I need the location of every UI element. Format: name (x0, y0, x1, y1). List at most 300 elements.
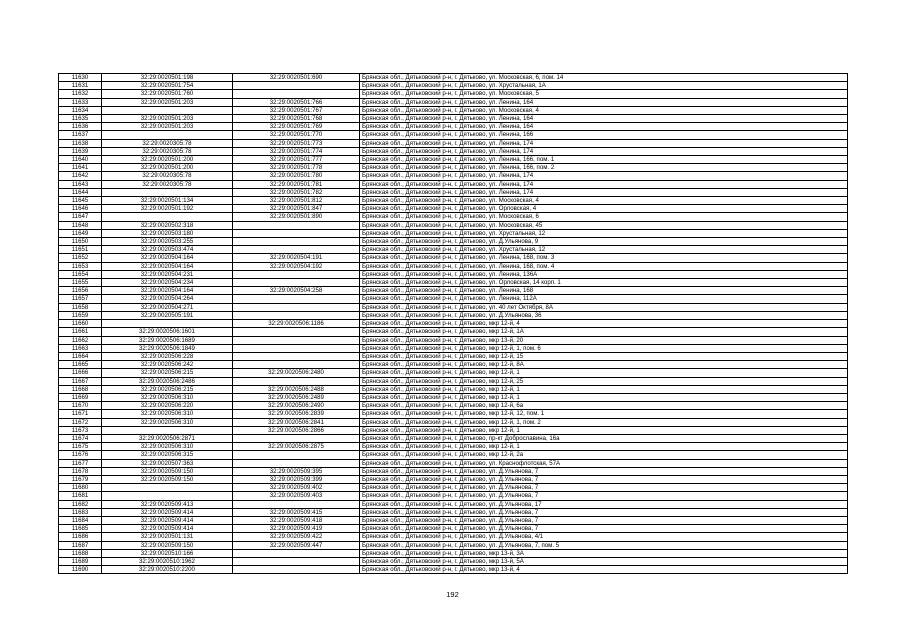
address-cell: Брянская обл., Дятьковский р-н, г. Дятьково, ул. Д.Ульянова, 36 (360, 311, 848, 319)
record-number-cell: 11680 (59, 484, 102, 492)
address-cell: Брянская обл., Дятьковский р-н, г. Дятьково, ул. Ленина, 112А (360, 295, 848, 303)
table-row (59, 426, 848, 434)
record-number-cell: 11684 (59, 516, 102, 524)
record-number-cell: 11670 (59, 402, 102, 410)
table-row (59, 451, 848, 459)
address-cell: Брянская обл., Дятьковский р-н, г. Дятьково, мкр 12-й, 1, пом. 2 (360, 418, 848, 426)
address-cell: Брянская обл., Дятьковский р-н, г. Дятьково, ул. Ленина, 164 (360, 123, 848, 131)
record-number-cell: 11648 (59, 221, 102, 229)
registry-table (58, 73, 848, 574)
table-row (59, 139, 848, 147)
record-number-cell: 11649 (59, 229, 102, 237)
table-row (59, 533, 848, 541)
address-cell: Брянская обл., Дятьковский р-н, г. Дятьково, ул. Ленина, 164 (360, 115, 848, 123)
address-cell: Брянская обл., Дятьковский р-н, г. Дятьково, ул. Хрустальная, 1А (360, 82, 848, 90)
building-cadastral-number-cell: 32:29:0020501:780 (233, 172, 360, 180)
table-row (59, 172, 848, 180)
address-cell: Брянская обл., Дятьковский р-н, г. Дятьково, мкр 12-й, 1 (360, 443, 848, 451)
land-cadastral-number-cell: 32:29:0020506:228 (102, 352, 233, 360)
building-cadastral-number-cell (233, 246, 360, 254)
record-number-cell: 11676 (59, 451, 102, 459)
land-cadastral-number-cell: 32:29:0020503:180 (102, 229, 233, 237)
table-row (59, 377, 848, 385)
record-number-cell: 11674 (59, 434, 102, 442)
land-cadastral-number-cell: 32:29:0020501:203 (102, 123, 233, 131)
building-cadastral-number-cell: 32:29:0020501:770 (233, 131, 360, 139)
address-cell: Брянская обл., Дятьковский р-н, г. Дятьково, мкр 12-й, 6а (360, 402, 848, 410)
table-row (59, 402, 848, 410)
table-row (59, 115, 848, 123)
building-cadastral-number-cell: 32:29:0020506:2839 (233, 410, 360, 418)
building-cadastral-number-cell: 32:29:0020509:399 (233, 475, 360, 483)
record-number-cell: 11668 (59, 385, 102, 393)
record-number-cell: 11640 (59, 156, 102, 164)
building-cadastral-number-cell: 32:29:0020506:2875 (233, 443, 360, 451)
table-row (59, 467, 848, 475)
address-cell: Брянская обл., Дятьковский р-н, г. Дятьково, ул. Д.Ульянова, 4/1 (360, 533, 848, 541)
record-number-cell: 11657 (59, 295, 102, 303)
table-row (59, 254, 848, 262)
land-cadastral-number-cell (102, 188, 233, 196)
building-cadastral-number-cell (233, 352, 360, 360)
land-cadastral-number-cell: 32:29:0020503:255 (102, 238, 233, 246)
address-cell: Брянская обл., Дятьковский р-н, г. Дятьково, мкр 12-й, 4 (360, 320, 848, 328)
record-number-cell: 11690 (59, 566, 102, 574)
building-cadastral-number-cell (233, 500, 360, 508)
table-row (59, 459, 848, 467)
record-number-cell: 11653 (59, 262, 102, 270)
address-cell: Брянская обл., Дятьковский р-н, г. Дятьково, мкр 13-й, 4 (360, 566, 848, 574)
land-cadastral-number-cell: 32:29:0020510:1962 (102, 557, 233, 565)
record-number-cell: 11688 (59, 549, 102, 557)
building-cadastral-number-cell: 32:29:0020509:422 (233, 533, 360, 541)
table-row (59, 205, 848, 213)
table-row (59, 164, 848, 172)
address-cell: Брянская обл., Дятьковский р-н, г. Дятьково, ул. Московская, 45 (360, 221, 848, 229)
address-cell: Брянская обл., Дятьковский р-н, г. Дятьково, ул. Хрустальная, 12 (360, 229, 848, 237)
record-number-cell: 11631 (59, 82, 102, 90)
land-cadastral-number-cell: 32:29:0020506:310 (102, 410, 233, 418)
table-row (59, 311, 848, 319)
building-cadastral-number-cell: 32:29:0020509:415 (233, 508, 360, 516)
address-cell: Брянская обл., Дятьковский р-н, г. Дятьково, ул. Д.Ульянова, 7 (360, 467, 848, 475)
land-cadastral-number-cell (102, 213, 233, 221)
building-cadastral-number-cell (233, 295, 360, 303)
land-cadastral-number-cell: 32:29:0020501:200 (102, 156, 233, 164)
building-cadastral-number-cell (233, 90, 360, 98)
table-row (59, 303, 848, 311)
record-number-cell: 11679 (59, 475, 102, 483)
land-cadastral-number-cell: 32:29:0020502:318 (102, 221, 233, 229)
record-number-cell: 11658 (59, 303, 102, 311)
record-number-cell: 11642 (59, 172, 102, 180)
record-number-cell: 11687 (59, 541, 102, 549)
land-cadastral-number-cell (102, 484, 233, 492)
table-row (59, 328, 848, 336)
address-cell: Брянская обл., Дятьковский р-н, г. Дятьково, мкр 12-й, 2а (360, 451, 848, 459)
address-cell: Брянская обл., Дятьковский р-н, г. Дятьково, ул. Московская, 4 (360, 197, 848, 205)
building-cadastral-number-cell (233, 344, 360, 352)
land-cadastral-number-cell: 32:29:0020501:131 (102, 533, 233, 541)
record-number-cell: 11678 (59, 467, 102, 475)
table-row (59, 156, 848, 164)
building-cadastral-number-cell: 32:29:0020506:2866 (233, 426, 360, 434)
table-row (59, 131, 848, 139)
table-row (59, 516, 848, 524)
address-cell: Брянская обл., Дятьковский р-н, г. Дятьково, ул. Д.Ульянова, 7 (360, 525, 848, 533)
registry-body (59, 74, 848, 574)
record-number-cell: 11683 (59, 508, 102, 516)
table-row (59, 213, 848, 221)
table-row (59, 557, 848, 565)
record-number-cell: 11656 (59, 287, 102, 295)
building-cadastral-number-cell: 32:29:0020501:767 (233, 106, 360, 114)
table-row (59, 434, 848, 442)
record-number-cell: 11647 (59, 213, 102, 221)
table-row (59, 549, 848, 557)
address-cell: Брянская обл., Дятьковский р-н, г. Дятьково, ул. Ленина, 168, пом. 3 (360, 254, 848, 262)
record-number-cell: 11675 (59, 443, 102, 451)
building-cadastral-number-cell: 32:29:0020506:1186 (233, 320, 360, 328)
table-row (59, 90, 848, 98)
land-cadastral-number-cell: 32:29:0020504:164 (102, 262, 233, 270)
record-number-cell: 11630 (59, 74, 102, 82)
land-cadastral-number-cell: 32:29:0020506:310 (102, 418, 233, 426)
table-row (59, 188, 848, 196)
building-cadastral-number-cell (233, 328, 360, 336)
address-cell: Брянская обл., Дятьковский р-н, г. Дятьково, ул. 40 лет Октября, 8А (360, 303, 848, 311)
record-number-cell: 11665 (59, 361, 102, 369)
building-cadastral-number-cell (233, 238, 360, 246)
address-cell: Брянская обл., Дятьковский р-н, г. Дятьково, мкр 12-й, 1 (360, 385, 848, 393)
land-cadastral-number-cell: 32:29:0020506:1601 (102, 328, 233, 336)
building-cadastral-number-cell (233, 557, 360, 565)
land-cadastral-number-cell: 32:29:0020506:310 (102, 393, 233, 401)
building-cadastral-number-cell: 32:29:0020501:781 (233, 180, 360, 188)
land-cadastral-number-cell: 32:29:0020510:2200 (102, 566, 233, 574)
land-cadastral-number-cell: 32:29:0020506:2871 (102, 434, 233, 442)
table-row (59, 98, 848, 106)
table-row (59, 484, 848, 492)
building-cadastral-number-cell: 32:29:0020501:812 (233, 197, 360, 205)
table-row (59, 106, 848, 114)
address-cell: Брянская обл., Дятьковский р-н, г. Дятьково, мкр 12-й, 1 (360, 369, 848, 377)
record-number-cell: 11663 (59, 344, 102, 352)
record-number-cell: 11660 (59, 320, 102, 328)
address-cell: Брянская обл., Дятьковский р-н, г. Дятьково, ул. Ленина, 166, пом. 1 (360, 156, 848, 164)
address-cell: Брянская обл., Дятьковский р-н, г. Дятьково, мкр 12-й, 8А (360, 361, 848, 369)
building-cadastral-number-cell: 32:29:0020504:191 (233, 254, 360, 262)
record-number-cell: 11689 (59, 557, 102, 565)
land-cadastral-number-cell: 32:29:0020305:78 (102, 139, 233, 147)
building-cadastral-number-cell: 32:29:0020509:403 (233, 492, 360, 500)
record-number-cell: 11634 (59, 106, 102, 114)
land-cadastral-number-cell: 32:29:0020509:414 (102, 516, 233, 524)
building-cadastral-number-cell (233, 377, 360, 385)
address-cell: Брянская обл., Дятьковский р-н, г. Дятьково, ул. Московская, 6 (360, 213, 848, 221)
record-number-cell: 11643 (59, 180, 102, 188)
building-cadastral-number-cell: 32:29:0020501:782 (233, 188, 360, 196)
land-cadastral-number-cell: 32:29:0020503:474 (102, 246, 233, 254)
land-cadastral-number-cell: 32:29:0020501:754 (102, 82, 233, 90)
record-number-cell: 11686 (59, 533, 102, 541)
table-row (59, 418, 848, 426)
address-cell: Брянская обл., Дятьковский р-н, г. Дятьково, ул. Ленина, 168, пом. 4 (360, 262, 848, 270)
address-cell: Брянская обл., Дятьковский р-н, г. Дятьково, мкр 12-й, 25 (360, 377, 848, 385)
building-cadastral-number-cell: 32:29:0020501:766 (233, 98, 360, 106)
land-cadastral-number-cell: 32:29:0020305:78 (102, 147, 233, 155)
table-row (59, 361, 848, 369)
land-cadastral-number-cell: 32:29:0020506:220 (102, 402, 233, 410)
record-number-cell: 11638 (59, 139, 102, 147)
address-cell: Брянская обл., Дятьковский р-н, г. Дятьково, ул. Ленина, 174 (360, 180, 848, 188)
land-cadastral-number-cell: 32:29:0020504:234 (102, 279, 233, 287)
building-cadastral-number-cell (233, 311, 360, 319)
record-number-cell: 11639 (59, 147, 102, 155)
record-number-cell: 11672 (59, 418, 102, 426)
land-cadastral-number-cell: 32:29:0020505:191 (102, 311, 233, 319)
address-cell: Брянская обл., Дятьковский р-н, г. Дятьково, мкр 13-й, 5А (360, 557, 848, 565)
address-cell: Брянская обл., Дятьковский р-н, г. Дятьково, ул. Ленина, 168 (360, 287, 848, 295)
address-cell: Брянская обл., Дятьковский р-н, г. Дятьково, мкр 13-й, 3А (360, 549, 848, 557)
record-number-cell: 11682 (59, 500, 102, 508)
table-row (59, 262, 848, 270)
table-row (59, 541, 848, 549)
land-cadastral-number-cell: 32:29:0020506:310 (102, 443, 233, 451)
address-cell: Брянская обл., Дятьковский р-н, г. Дятьково, ул. Ленина, 164 (360, 98, 848, 106)
record-number-cell: 11651 (59, 246, 102, 254)
building-cadastral-number-cell: 32:29:0020501:773 (233, 139, 360, 147)
building-cadastral-number-cell (233, 336, 360, 344)
table-row (59, 270, 848, 278)
table-row (59, 229, 848, 237)
record-number-cell: 11661 (59, 328, 102, 336)
land-cadastral-number-cell: 32:29:0020501:203 (102, 98, 233, 106)
record-number-cell: 11655 (59, 279, 102, 287)
table-row (59, 221, 848, 229)
table-row (59, 279, 848, 287)
table-row (59, 295, 848, 303)
land-cadastral-number-cell (102, 426, 233, 434)
record-number-cell: 11644 (59, 188, 102, 196)
building-cadastral-number-cell (233, 459, 360, 467)
building-cadastral-number-cell: 32:29:0020509:402 (233, 484, 360, 492)
address-cell: Брянская обл., Дятьковский р-н, г. Дятьково, мкр 12-й, 1 (360, 426, 848, 434)
address-cell: Брянская обл., Дятьковский р-н, г. Дятьково, пр-кт Доброславина, 16а (360, 434, 848, 442)
building-cadastral-number-cell: 32:29:0020506:2488 (233, 385, 360, 393)
table-row (59, 352, 848, 360)
table-row (59, 443, 848, 451)
record-number-cell: 11646 (59, 205, 102, 213)
table-row (59, 82, 848, 90)
land-cadastral-number-cell: 32:29:0020509:150 (102, 467, 233, 475)
record-number-cell: 11632 (59, 90, 102, 98)
land-cadastral-number-cell: 32:29:0020504:164 (102, 254, 233, 262)
building-cadastral-number-cell: 32:29:0020501:690 (233, 74, 360, 82)
address-cell: Брянская обл., Дятьковский р-н, г. Дятьково, ул. Д.Ульянова, 7 (360, 492, 848, 500)
address-cell: Брянская обл., Дятьковский р-н, г. Дятьково, мкр 12-й, 1, пом. 6 (360, 344, 848, 352)
building-cadastral-number-cell: 32:29:0020501:768 (233, 115, 360, 123)
land-cadastral-number-cell: 32:29:0020506:1689 (102, 336, 233, 344)
address-cell: Брянская обл., Дятьковский р-н, г. Дятьково, ул. Московская, 5 (360, 90, 848, 98)
address-cell: Брянская обл., Дятьковский р-н, г. Дятьково, ул. Ленина, 166 (360, 131, 848, 139)
table-row (59, 475, 848, 483)
land-cadastral-number-cell (102, 320, 233, 328)
land-cadastral-number-cell: 32:29:0020509:150 (102, 475, 233, 483)
table-row (59, 566, 848, 574)
land-cadastral-number-cell: 32:29:0020305:78 (102, 172, 233, 180)
building-cadastral-number-cell (233, 566, 360, 574)
address-cell: Брянская обл., Дятьковский р-н, г. Дятьково, мкр 12-й, 1 (360, 393, 848, 401)
address-cell: Брянская обл., Дятьковский р-н, г. Дятьково, ул. Ленина, 174 (360, 188, 848, 196)
record-number-cell: 11654 (59, 270, 102, 278)
land-cadastral-number-cell: 32:29:0020507:363 (102, 459, 233, 467)
building-cadastral-number-cell (233, 451, 360, 459)
building-cadastral-number-cell: 32:29:0020506:2841 (233, 418, 360, 426)
address-cell: Брянская обл., Дятьковский р-н, г. Дятьково, ул. Орловская, 4 (360, 205, 848, 213)
address-cell: Брянская обл., Дятьковский р-н, г. Дятьково, мкр 12-й, 12, пом. 1 (360, 410, 848, 418)
building-cadastral-number-cell: 32:29:0020509:395 (233, 467, 360, 475)
land-cadastral-number-cell: 32:29:0020510:166 (102, 549, 233, 557)
address-cell: Брянская обл., Дятьковский р-н, г. Дятьково, ул. Д.Ульянова, 7 (360, 484, 848, 492)
building-cadastral-number-cell (233, 82, 360, 90)
record-number-cell: 11681 (59, 492, 102, 500)
address-cell: Брянская обл., Дятьковский р-н, г. Дятьково, мкр 12-й, 15 (360, 352, 848, 360)
building-cadastral-number-cell: 32:29:0020501:777 (233, 156, 360, 164)
address-cell: Брянская обл., Дятьковский р-н, г. Дятьково, ул. Ленина, 166, пом. 2 (360, 164, 848, 172)
building-cadastral-number-cell (233, 434, 360, 442)
building-cadastral-number-cell: 32:29:0020501:890 (233, 213, 360, 221)
record-number-cell: 11671 (59, 410, 102, 418)
table-row (59, 385, 848, 393)
address-cell: Брянская обл., Дятьковский р-н, г. Дятьково, ул. Ленина, 174 (360, 172, 848, 180)
building-cadastral-number-cell: 32:29:0020509:418 (233, 516, 360, 524)
land-cadastral-number-cell (102, 106, 233, 114)
record-number-cell: 11669 (59, 393, 102, 401)
building-cadastral-number-cell (233, 303, 360, 311)
building-cadastral-number-cell: 32:29:0020501:769 (233, 123, 360, 131)
land-cadastral-number-cell: 32:29:0020509:414 (102, 525, 233, 533)
record-number-cell: 11662 (59, 336, 102, 344)
address-cell: Брянская обл., Дятьковский р-н, г. Дятьково, мкр 12-й, 1А (360, 328, 848, 336)
land-cadastral-number-cell: 32:29:0020501:198 (102, 74, 233, 82)
record-number-cell: 11685 (59, 525, 102, 533)
building-cadastral-number-cell: 32:29:0020506:2480 (233, 369, 360, 377)
record-number-cell: 11645 (59, 197, 102, 205)
table-row (59, 147, 848, 155)
building-cadastral-number-cell (233, 270, 360, 278)
building-cadastral-number-cell: 32:29:0020504:192 (233, 262, 360, 270)
table-row (59, 238, 848, 246)
table-row (59, 74, 848, 82)
land-cadastral-number-cell: 32:29:0020506:215 (102, 385, 233, 393)
table-row (59, 320, 848, 328)
record-number-cell: 11637 (59, 131, 102, 139)
land-cadastral-number-cell: 32:29:0020504:264 (102, 295, 233, 303)
building-cadastral-number-cell (233, 229, 360, 237)
address-cell: Брянская обл., Дятьковский р-н, г. Дятьково, ул. Д.Ульянова, 17 (360, 500, 848, 508)
land-cadastral-number-cell: 32:29:0020506:215 (102, 369, 233, 377)
table-row (59, 492, 848, 500)
table-row (59, 197, 848, 205)
address-cell: Брянская обл., Дятьковский р-н, г. Дятьково, ул. Д.Ульянова, 7 (360, 475, 848, 483)
land-cadastral-number-cell: 32:29:0020506:2486 (102, 377, 233, 385)
address-cell: Брянская обл., Дятьковский р-н, г. Дятьково, ул. Хрустальная, 12 (360, 246, 848, 254)
table-row (59, 287, 848, 295)
record-number-cell: 11677 (59, 459, 102, 467)
land-cadastral-number-cell (102, 131, 233, 139)
building-cadastral-number-cell (233, 549, 360, 557)
address-cell: Брянская обл., Дятьковский р-н, г. Дятьково, ул. Д.Ульянова, 9 (360, 238, 848, 246)
building-cadastral-number-cell: 32:29:0020501:774 (233, 147, 360, 155)
address-cell: Брянская обл., Дятьковский р-н, г. Дятьково, ул. Московская, 4 (360, 106, 848, 114)
land-cadastral-number-cell: 32:29:0020501:200 (102, 164, 233, 172)
address-cell: Брянская обл., Дятьковский р-н, г. Дятьково, ул. Ленина, 174 (360, 139, 848, 147)
building-cadastral-number-cell: 32:29:0020501:778 (233, 164, 360, 172)
record-number-cell: 11652 (59, 254, 102, 262)
building-cadastral-number-cell: 32:29:0020506:2489 (233, 393, 360, 401)
land-cadastral-number-cell: 32:29:0020305:78 (102, 180, 233, 188)
land-cadastral-number-cell: 32:29:0020506:315 (102, 451, 233, 459)
building-cadastral-number-cell: 32:29:0020509:447 (233, 541, 360, 549)
table-row (59, 525, 848, 533)
land-cadastral-number-cell: 32:29:0020501:760 (102, 90, 233, 98)
land-cadastral-number-cell (102, 492, 233, 500)
land-cadastral-number-cell: 32:29:0020509:413 (102, 500, 233, 508)
building-cadastral-number-cell (233, 221, 360, 229)
building-cadastral-number-cell: 32:29:0020501:847 (233, 205, 360, 213)
land-cadastral-number-cell: 32:29:0020509:414 (102, 508, 233, 516)
record-number-cell: 11633 (59, 98, 102, 106)
table-row (59, 393, 848, 401)
land-cadastral-number-cell: 32:29:0020501:134 (102, 197, 233, 205)
land-cadastral-number-cell: 32:29:0020501:203 (102, 115, 233, 123)
land-cadastral-number-cell: 32:29:0020504:164 (102, 287, 233, 295)
record-number-cell: 11636 (59, 123, 102, 131)
address-cell: Брянская обл., Дятьковский р-н, г. Дятьково, мкр 13-й, 20 (360, 336, 848, 344)
address-cell: Брянская обл., Дятьковский р-н, г. Дятьково, ул. Краснофлотская, 57А (360, 459, 848, 467)
record-number-cell: 11667 (59, 377, 102, 385)
building-cadastral-number-cell (233, 361, 360, 369)
table-row (59, 336, 848, 344)
building-cadastral-number-cell (233, 279, 360, 287)
land-cadastral-number-cell: 32:29:0020509:150 (102, 541, 233, 549)
record-number-cell: 11650 (59, 238, 102, 246)
address-cell: Брянская обл., Дятьковский р-н, г. Дятьково, ул. Московская, 6, пом. 14 (360, 74, 848, 82)
table-row (59, 369, 848, 377)
table-row (59, 410, 848, 418)
address-cell: Брянская обл., Дятьковский р-н, г. Дятьково, ул. Д.Ульянова, 7 (360, 508, 848, 516)
land-cadastral-number-cell: 32:29:0020501:192 (102, 205, 233, 213)
record-number-cell: 11673 (59, 426, 102, 434)
table-row (59, 500, 848, 508)
address-cell: Брянская обл., Дятьковский р-н, г. Дятьково, ул. Орловская, 14 корп. 1 (360, 279, 848, 287)
table-row (59, 180, 848, 188)
building-cadastral-number-cell: 32:29:0020509:419 (233, 525, 360, 533)
record-number-cell: 11635 (59, 115, 102, 123)
table-row (59, 246, 848, 254)
building-cadastral-number-cell: 32:29:0020506:2490 (233, 402, 360, 410)
building-cadastral-number-cell: 32:29:0020504:258 (233, 287, 360, 295)
land-cadastral-number-cell: 32:29:0020504:231 (102, 270, 233, 278)
address-cell: Брянская обл., Дятьковский р-н, г. Дятьково, ул. Д.Ульянова, 7 (360, 516, 848, 524)
record-number-cell: 11641 (59, 164, 102, 172)
record-number-cell: 11659 (59, 311, 102, 319)
land-cadastral-number-cell: 32:29:0020506:1849 (102, 344, 233, 352)
address-cell: Брянская обл., Дятьковский р-н, г. Дятьково, ул. Ленина, 174 (360, 147, 848, 155)
table-row (59, 123, 848, 131)
page-number: 192 (446, 590, 459, 599)
